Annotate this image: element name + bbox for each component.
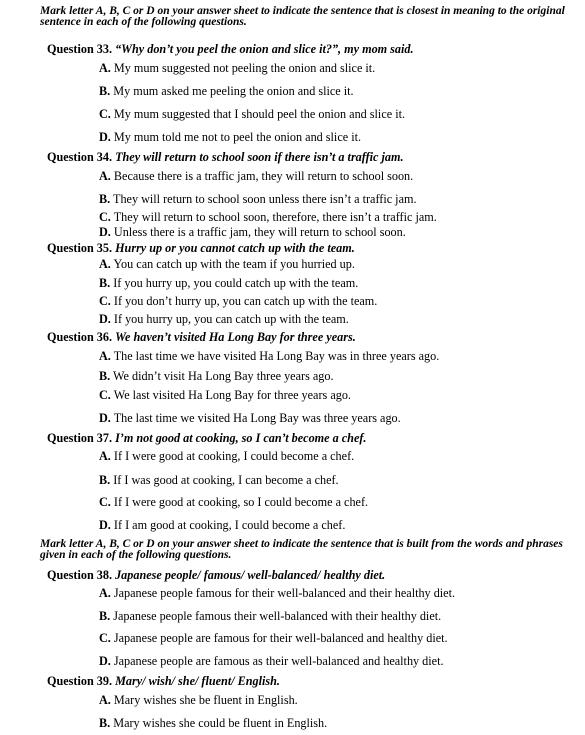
answer-option[interactable]	[99, 693, 298, 707]
answer-option[interactable]	[99, 473, 339, 487]
option-text: If I am good at cooking, I could become a chef.	[113, 518, 346, 532]
option-text: If you hurry up, you can catch up with the team.	[113, 312, 349, 326]
option-text: They will return to school soon unless there isn’t a traffic jam.	[113, 192, 417, 206]
answer-option[interactable]	[99, 225, 406, 239]
answer-option[interactable]	[99, 61, 375, 75]
answer-option[interactable]	[99, 631, 448, 645]
question-label: Question 39.	[47, 674, 113, 688]
question-stem: Japanese people/ famous/ well-balanced/ healthy diet.	[115, 568, 386, 582]
option-text: They will return to school soon, therefore, there isn’t a traffic jam.	[113, 210, 437, 224]
option-letter: A.	[99, 169, 111, 183]
option-text: Japanese people famous their well-balanced with their healthy diet.	[113, 609, 442, 623]
answer-option[interactable]	[99, 107, 405, 121]
answer-option[interactable]	[99, 192, 417, 206]
option-letter: A.	[99, 586, 111, 600]
option-text: If I was good at cooking, I can become a chef.	[113, 473, 339, 487]
answer-option[interactable]	[99, 518, 345, 532]
instruction-text: Mark letter A, B, C or D on your answer sheet to indicate the sentence that is built from the words and phrases given in each of the following questions.	[40, 538, 563, 561]
option-letter: C.	[99, 294, 111, 308]
question-stem: We haven’t visited Ha Long Bay for three years.	[115, 330, 356, 344]
answer-option[interactable]	[99, 210, 437, 224]
option-text: My mum suggested that I should peel the onion and slice it.	[113, 107, 406, 121]
answer-option[interactable]	[99, 84, 354, 98]
option-text: We last visited Ha Long Bay for three years ago.	[113, 388, 351, 402]
question-header	[47, 42, 414, 56]
question-header	[47, 431, 366, 445]
option-letter: B.	[99, 609, 111, 623]
option-text: My mum asked me peeling the onion and slice it.	[113, 84, 354, 98]
answer-option[interactable]	[99, 411, 401, 425]
option-letter: D.	[99, 654, 111, 668]
option-letter: D.	[99, 225, 111, 239]
question-label: Question 34.	[47, 150, 113, 164]
option-text: My mum suggested not peeling the onion and slice it.	[113, 61, 376, 75]
option-text: You can catch up with the team if you hurried up.	[113, 257, 355, 271]
question-header	[47, 330, 356, 344]
question-stem: “Why don’t you peel the onion and slice it?”, my mom said.	[115, 42, 414, 56]
option-letter: D.	[99, 518, 111, 532]
option-text: If you don’t hurry up, you can catch up with the team.	[113, 294, 378, 308]
option-text: Mary wishes she be fluent in English.	[113, 693, 298, 707]
option-text: Japanese people famous for their well-balanced and their healthy diet.	[113, 586, 456, 600]
question-header	[47, 241, 355, 255]
answer-option[interactable]	[99, 349, 439, 363]
answer-option[interactable]	[99, 716, 327, 730]
answer-option[interactable]	[99, 294, 377, 308]
answer-option[interactable]	[99, 369, 334, 383]
option-letter: C.	[99, 210, 111, 224]
option-letter: B.	[99, 84, 111, 98]
answer-option[interactable]	[99, 586, 455, 600]
option-text: Japanese people are famous for their well-balanced and healthy diet.	[113, 631, 448, 645]
question-stem: Hurry up or you cannot catch up with the team.	[115, 241, 355, 255]
answer-option[interactable]	[99, 495, 368, 509]
answer-option[interactable]	[99, 276, 358, 290]
answer-option[interactable]	[99, 449, 354, 463]
answer-option[interactable]	[99, 609, 441, 623]
option-text: The last time we have visited Ha Long Bay was in three years ago.	[113, 349, 440, 363]
option-letter: C.	[99, 107, 111, 121]
option-letter: D.	[99, 130, 111, 144]
option-letter: A.	[99, 61, 111, 75]
question-label: Question 35.	[47, 241, 113, 255]
instruction-text: Mark letter A, B, C or D on your answer sheet to indicate the sentence that is closest in meaning to the original sentence in each of the following questions.	[40, 5, 565, 28]
option-text: We didn’t visit Ha Long Bay three years ago.	[113, 369, 334, 383]
option-letter: B.	[99, 192, 111, 206]
option-letter: A.	[99, 449, 111, 463]
question-header	[47, 674, 280, 688]
question-header	[47, 150, 404, 164]
option-letter: A.	[99, 349, 111, 363]
option-letter: B.	[99, 276, 111, 290]
option-letter: A.	[99, 693, 111, 707]
option-text: If I were good at cooking, I could become a chef.	[113, 449, 355, 463]
option-letter: C.	[99, 631, 111, 645]
option-letter: B.	[99, 369, 111, 383]
option-text: If I were good at cooking, so I could become a chef.	[113, 495, 369, 509]
question-label: Question 38.	[47, 568, 113, 582]
option-letter: B.	[99, 473, 111, 487]
option-letter: B.	[99, 716, 111, 730]
option-letter: D.	[99, 312, 111, 326]
question-stem: I’m not good at cooking, so I can’t become a chef.	[115, 431, 367, 445]
option-text: Unless there is a traffic jam, they will return to school soon.	[113, 225, 406, 239]
option-text: If you hurry up, you could catch up with the team.	[113, 276, 359, 290]
question-header	[47, 568, 385, 582]
option-text: My mum told me not to peel the onion and slice it.	[113, 130, 362, 144]
option-text: Because there is a traffic jam, they will return to school soon.	[113, 169, 414, 183]
option-letter: D.	[99, 411, 111, 425]
question-label: Question 37.	[47, 431, 113, 445]
option-text: Mary wishes she could be fluent in English.	[113, 716, 328, 730]
question-label: Question 33.	[47, 42, 113, 56]
question-label: Question 36.	[47, 330, 113, 344]
answer-option[interactable]	[99, 169, 413, 183]
answer-option[interactable]	[99, 388, 351, 402]
option-letter: A.	[99, 257, 111, 271]
question-stem: They will return to school soon if there isn’t a traffic jam.	[115, 150, 404, 164]
option-text: The last time we visited Ha Long Bay was three years ago.	[113, 411, 401, 425]
answer-option[interactable]	[99, 312, 349, 326]
option-letter: C.	[99, 495, 111, 509]
answer-option[interactable]	[99, 130, 361, 144]
answer-option[interactable]	[99, 257, 355, 271]
option-letter: C.	[99, 388, 111, 402]
answer-option[interactable]	[99, 654, 444, 668]
option-text: Japanese people are famous as their well-balanced and healthy diet.	[113, 654, 444, 668]
question-stem: Mary/ wish/ she/ fluent/ English.	[115, 674, 280, 688]
